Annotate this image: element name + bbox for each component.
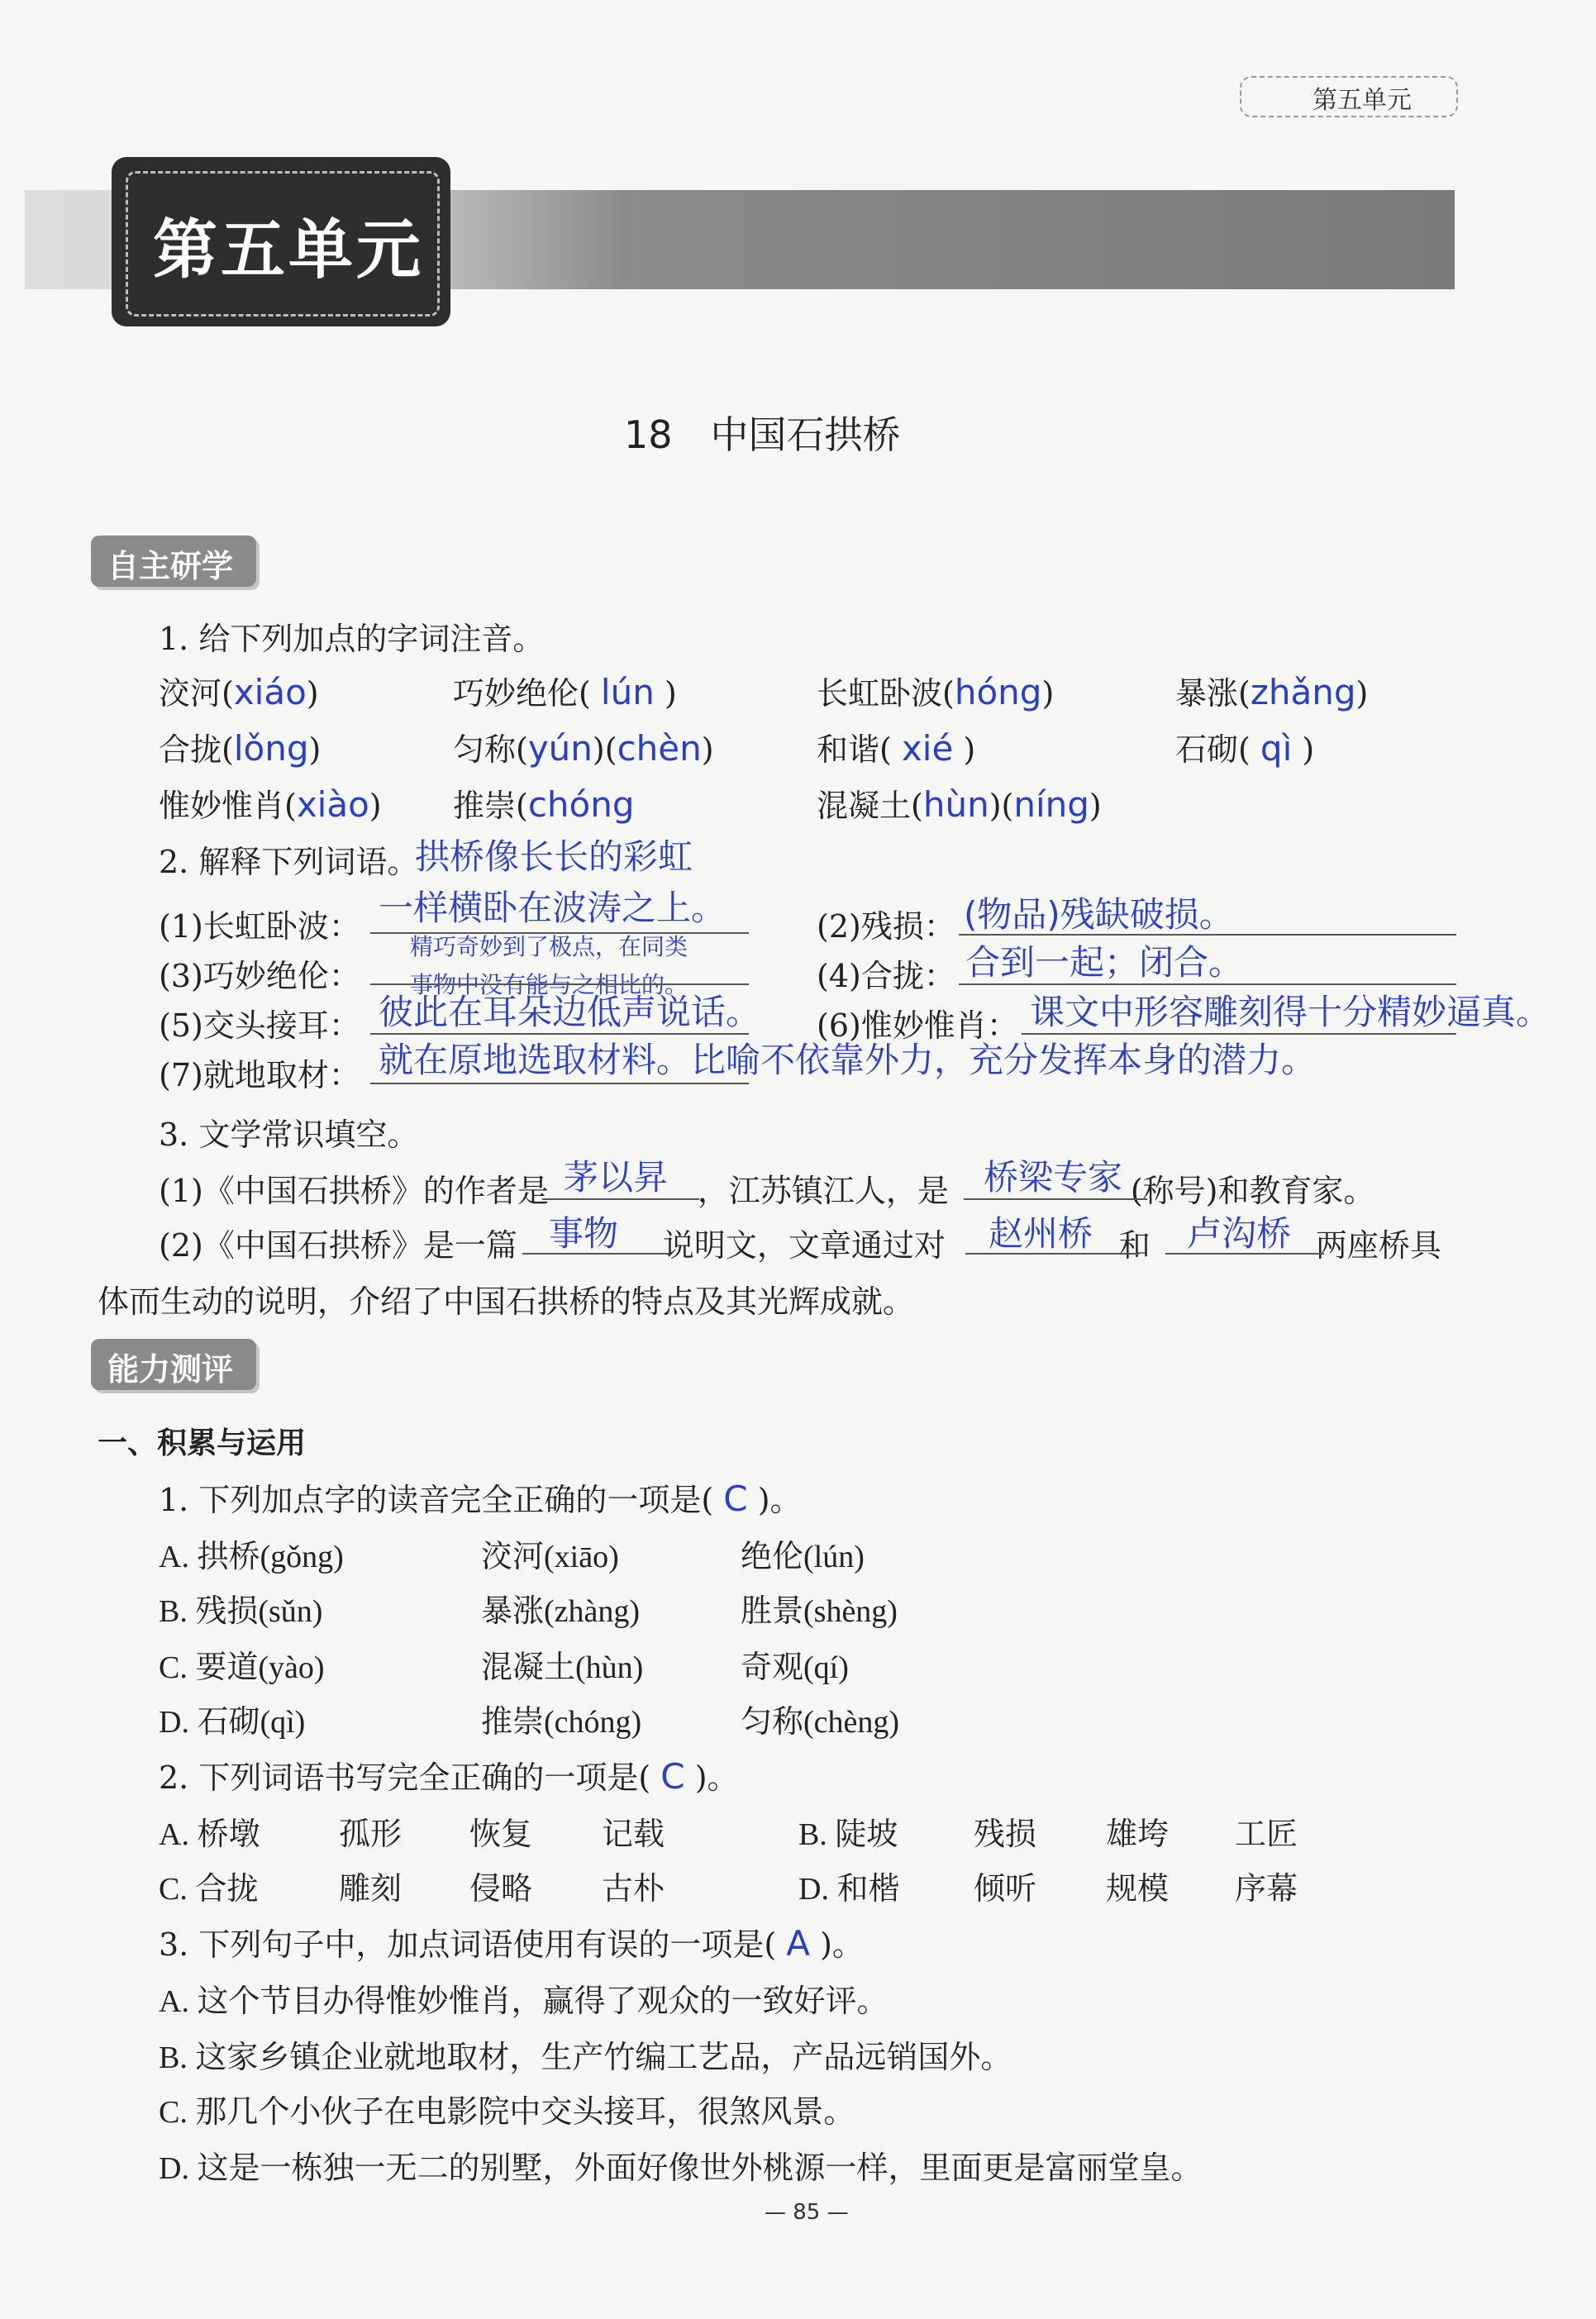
- q2-answer: (物品)残缺破损。: [964, 894, 1234, 935]
- word-item: 记载: [602, 1817, 665, 1852]
- mc-option-item: 推崇(chóng): [481, 1705, 642, 1740]
- mc-option-item: 洨河(xiāo): [481, 1540, 619, 1574]
- mc-q2-stem: 2. 下列词语书写完全正确的一项是( C )。: [159, 1756, 739, 1797]
- word-option: C. 合拢: [159, 1872, 259, 1907]
- word-item: 侵略: [469, 1872, 533, 1907]
- q2-label: (6)惟妙惟肖：: [817, 1007, 1018, 1044]
- section-badge-self-study: 自主研学: [91, 536, 256, 587]
- mc-option: C. 要道(yào): [159, 1650, 325, 1685]
- q2-answer: 就在原地选取材料。比喻不依靠外力，充分发挥本身的潜力。: [379, 1040, 1317, 1080]
- mc-option-item: 绝伦(lún): [741, 1540, 865, 1574]
- pinyin-item: 巧妙绝伦( lún ): [453, 672, 677, 712]
- word-item: 规模: [1106, 1872, 1170, 1907]
- pinyin-item: 惟妙惟肖(xiào): [159, 784, 382, 825]
- section-badge-ability: 能力测评: [91, 1339, 256, 1390]
- q3-answer-title: 桥梁专家: [984, 1157, 1123, 1198]
- q2-answer: 事物中没有能与之相比的。: [410, 971, 688, 998]
- word-option: A. 桥墩: [159, 1817, 260, 1852]
- mc-option-item: 匀称(chèng): [741, 1705, 900, 1740]
- pinyin-item: 和谐( xié ): [817, 728, 976, 769]
- unit-tag: [1240, 76, 1458, 117]
- mc-option: B. 残损(sǔn): [159, 1594, 323, 1629]
- word-item: 雕刻: [339, 1872, 403, 1907]
- word-item: 工匠: [1235, 1817, 1298, 1852]
- q3-line1: (1)《中国石拱桥》的作者是 ，江苏镇江人，是 (称号)和教育家。: [159, 1173, 1375, 1209]
- unit-tag-label: 第五单元: [1313, 86, 1412, 115]
- mc-option-item: 暴涨(zhàng): [481, 1594, 641, 1629]
- mc-option-item: 胜景(shèng): [741, 1594, 898, 1629]
- pinyin-item: 长虹卧波(hóng): [817, 672, 1055, 712]
- part1-heading: 一、积累与运用: [98, 1426, 307, 1460]
- word-item: 倾听: [974, 1872, 1037, 1907]
- mc-option-item: 混凝土(hùn): [481, 1650, 644, 1685]
- q2-answer: 彼此在耳朵边低声说话。: [379, 992, 761, 1032]
- q3-answer-author: 茅以昇: [564, 1157, 669, 1198]
- sentence-option: C. 那几个小伙子在电影院中交头接耳，很煞风景。: [159, 2095, 855, 2130]
- q2-answer-3-line1: 精巧奇妙到了极点，在同类: [410, 933, 688, 960]
- q3-answer-type: 事物: [549, 1213, 619, 1254]
- word-item: 残损: [974, 1817, 1037, 1852]
- word-item: 古朴: [602, 1872, 665, 1907]
- pinyin-item: 石砌( qì ): [1175, 728, 1315, 769]
- q1-stem: 1. 给下列加点的字词注音。: [159, 621, 545, 657]
- q2-label: (3)巧妙绝伦：: [159, 958, 360, 994]
- lesson-title: 18 中国石拱桥: [624, 412, 901, 457]
- pinyin-item: 匀称(yún)(chèn): [453, 728, 714, 769]
- q2-label: (2)残损：: [817, 908, 955, 945]
- word-option: D. 和楷: [798, 1872, 900, 1907]
- mc-option: D. 石砌(qì): [159, 1705, 306, 1740]
- q2-answer: 合到一起；闭合。: [965, 942, 1244, 983]
- q3-line3: 体而生动的说明，介绍了中国石拱桥的特点及其光辉成就。: [98, 1283, 915, 1320]
- pinyin-item: 混凝土(hùn)(níng): [817, 784, 1102, 825]
- q2-answer: 课文中形容雕刻得十分精妙逼真。: [1030, 992, 1551, 1032]
- pinyin-item: 暴涨(zhǎng): [1175, 672, 1369, 712]
- pinyin-item: 洨河(xiáo): [159, 672, 319, 712]
- unit-banner-title: 第五单元: [153, 213, 425, 288]
- q3-answer-bridge2: 卢沟桥: [1187, 1213, 1292, 1254]
- mc-option-item: 奇观(qí): [741, 1650, 849, 1685]
- mc-option: A. 拱桥(gǒng): [159, 1540, 344, 1574]
- sentence-option: B. 这家乡镇企业就地取材，生产竹编工艺品，产品远销国外。: [159, 2040, 1012, 2075]
- sentence-option: D. 这是一栋独一无二的别墅，外面好像世外桃源一样，里面更是富丽堂皇。: [159, 2151, 1203, 2186]
- q2-label: (7)就地取材：: [159, 1057, 360, 1093]
- q3-answer-bridge1: 赵州桥: [989, 1213, 1093, 1254]
- word-item: 孤形: [339, 1817, 403, 1852]
- word-option: B. 陡坡: [798, 1817, 898, 1852]
- word-item: 雄垮: [1106, 1817, 1170, 1852]
- q2-label: (4)合拢：: [817, 958, 955, 994]
- sentence-option: A. 这个节目办得惟妙惟肖，赢得了观众的一致好评。: [159, 1984, 889, 2019]
- pinyin-item: 推崇(chóng: [453, 784, 635, 825]
- mc-q3-stem: 3. 下列句子中，加点词语使用有误的一项是( A )。: [159, 1923, 864, 1964]
- page-number: — 85 —: [765, 2200, 849, 2225]
- q3-line2: (2)《中国石拱桥》是一篇 说明文，文章通过对 和 两座桥具: [159, 1227, 1441, 1264]
- word-item: 序幕: [1235, 1872, 1298, 1907]
- q2-label: (5)交头接耳：: [159, 1007, 360, 1044]
- word-item: 恢复: [469, 1817, 533, 1852]
- pinyin-item: 合拢(lǒng): [159, 728, 322, 769]
- q2-answer-1-line1: 拱桥像长长的彩虹: [415, 836, 693, 877]
- q3-stem: 3. 文学常识填空。: [159, 1117, 419, 1153]
- mc-q1-stem: 1. 下列加点字的读音完全正确的一项是( C )。: [159, 1479, 802, 1519]
- q2-label: (1)长虹卧波：: [159, 908, 360, 945]
- q2-answer: 一样横卧在波涛之上。: [379, 888, 727, 928]
- q2-stem: 2. 解释下列词语。: [159, 844, 419, 880]
